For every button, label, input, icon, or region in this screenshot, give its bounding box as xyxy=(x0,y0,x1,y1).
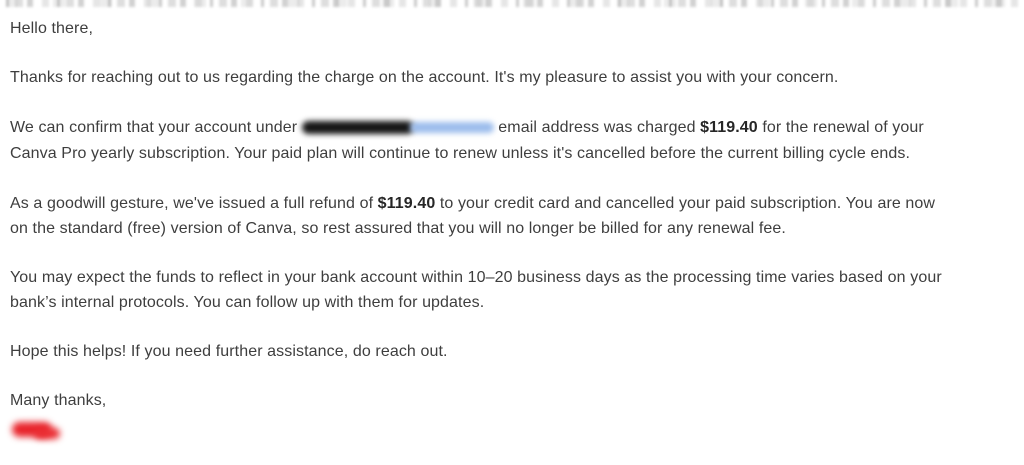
paragraph-refund-line-2: on the standard (free) version of Canva, so rest assured that you will no longer be billed for any renewal fee. xyxy=(10,219,786,237)
signoff-text: Many thanks, xyxy=(10,392,107,410)
refund-pre-text: As a goodwill gesture, we've issued a full refund of xyxy=(10,194,378,212)
greeting-text: Hello there, xyxy=(10,20,94,37)
redacted-email xyxy=(302,118,494,143)
confirm-mid-text: email address was charged xyxy=(493,118,701,136)
paragraph-funds-line-1: You may expect the funds to reflect in your bank account within 10–20 business days as the processing time varies based on your xyxy=(10,268,942,286)
redacted-email-user-blur xyxy=(302,121,414,134)
signature-blur-blob xyxy=(34,428,60,439)
confirm-pre-text: We can confirm that your account under xyxy=(10,118,302,136)
paragraph-thanks xyxy=(10,66,1016,91)
confirm-post-text: for the renewal of your xyxy=(757,118,924,136)
paragraph-confirm xyxy=(10,116,1016,167)
paragraph-closing-text: Hope this helps! If you need further assistance, do reach out. xyxy=(10,343,448,361)
signoff xyxy=(10,389,1016,414)
refund-amount: $119.40 xyxy=(377,194,436,212)
paragraph-confirm-line-1 xyxy=(10,119,924,136)
paragraph-funds xyxy=(10,266,1016,315)
email-body xyxy=(10,0,1016,445)
paragraph-thanks-text: Thanks for reaching out to us regarding the charge on the account. It's my pleasure to assist you with your concern. xyxy=(10,69,839,87)
refund-post-text: to your credit card and cancelled your paid subscription. You are now xyxy=(435,194,936,212)
charged-amount: $119.40 xyxy=(700,118,758,136)
greeting xyxy=(10,17,1016,42)
redacted-signature-name xyxy=(10,419,70,445)
paragraph-funds-line-2: bank’s internal protocols. You can follow up with them for updates. xyxy=(10,293,485,311)
paragraph-refund xyxy=(10,192,1016,241)
redacted-email-domain-blur xyxy=(410,122,494,133)
paragraph-closing xyxy=(10,340,1016,365)
paragraph-confirm-line-2: Canva Pro yearly subscription. Your paid plan will continue to renew unless it's cancelled before the current billing cycle ends. xyxy=(10,145,911,163)
paragraph-refund-line-1 xyxy=(10,195,935,212)
